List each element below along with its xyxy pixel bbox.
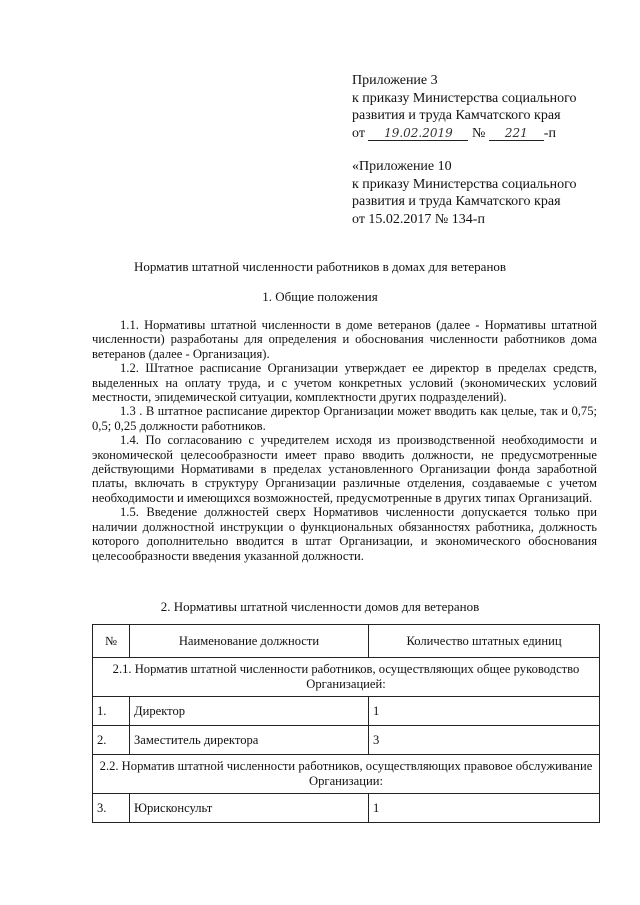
table-header-row — [93, 625, 600, 658]
paragraph-1-1: 1.1. Нормативы штатной численности в доме ветеранов (далее - Нормативы штатной численности) разработаны для определения и обоснования численности работников дома ветеранов (далее - Организация). — [92, 318, 597, 361]
annex-3-header — [352, 72, 622, 142]
from-label: от — [352, 125, 365, 141]
row-quantity: 3 — [369, 726, 600, 755]
general-provisions — [92, 318, 597, 563]
annex-10-ministry-line: к приказу Министерства социального — [352, 176, 577, 192]
row-position: Директор — [130, 697, 369, 726]
table-group-row — [93, 755, 600, 794]
staffing-table — [92, 624, 600, 823]
paragraph-1-3: 1.3 . В штатное расписание директор Организации может вводить как целые, так и 0,75; 0,5; 0,25 должности работников. — [92, 404, 597, 433]
table-row — [93, 697, 600, 726]
annex-10-header — [352, 158, 622, 228]
paragraph-1-5: 1.5. Введение должностей сверх Нормативов численности допускается только при наличии должностной инструкции о функциональных обязанностях работника, должность которого дополнительно вводится в штат Организации, и экономического обоснования целесообразности введения указанной должности. — [92, 505, 597, 563]
paragraph-1-2: 1.2. Штатное расписание Организации утверждает ее директор в пределах средств, выделенных на оплату труда, и с учетом конкретных условий (экономических условий местности, эпидемической ситуации, комплектности других подразделений). — [92, 361, 597, 405]
annex-10-title: «Приложение 10 — [352, 159, 452, 174]
annex-3-ministry-line: к приказу Министерства социального — [352, 90, 577, 106]
row-quantity: 1 — [369, 794, 600, 823]
row-position: Юрисконсульт — [130, 794, 369, 823]
group-2-2-title: 2.2. Норматив штатной численности работников, осуществляющих правовое обслуживание Организации: — [93, 755, 600, 794]
annex-10-region-line: развития и труда Камчатского края — [352, 194, 561, 209]
annex-3-title: Приложение 3 — [352, 73, 438, 88]
document-title: Норматив штатной численности работников в домах для ветеранов — [133, 259, 507, 274]
header-quantity: Количество штатных единиц — [369, 625, 600, 658]
annex-3-region-line: развития и труда Камчатского края — [352, 108, 561, 123]
header-number: № — [93, 625, 130, 658]
table-group-row — [93, 658, 600, 697]
table-row — [93, 726, 600, 755]
number-label: № — [471, 125, 486, 141]
row-number: 2. — [93, 726, 130, 755]
paragraph-1-4: 1.4. По согласованию с учредителем исходя из производственной необходимости и экономической целесообразности имеет право вводить должности, не предусмотренные действующими Нормативами в пределах установленного Организации фонда заработной платы, включать в структуру Организации различные отделения, создаваемые с учетом необходимости и имеющихся возможностей, предусмотренные в других типах Организаций. — [92, 433, 597, 505]
annex-3-date-line — [352, 125, 622, 143]
section-2-title: 2. Нормативы штатной численности домов для ветеранов — [160, 599, 480, 614]
section-1-title: 1. Общие положения — [262, 289, 378, 304]
handwritten-date: 19.02.2019 — [368, 126, 468, 141]
row-quantity: 1 — [369, 697, 600, 726]
annex-10-date-line: от 15.02.2017 № 134-п — [352, 211, 485, 227]
number-suffix: -п — [543, 125, 556, 141]
table-row — [93, 794, 600, 823]
row-position: Заместитель директора — [130, 726, 369, 755]
row-number: 1. — [93, 697, 130, 726]
row-number: 3. — [93, 794, 130, 823]
handwritten-number: 221 — [489, 126, 544, 141]
group-2-1-title: 2.1. Норматив штатной численности работников, осуществляющих общее руководство Организацией: — [93, 658, 600, 697]
header-position: Наименование должности — [130, 625, 369, 658]
